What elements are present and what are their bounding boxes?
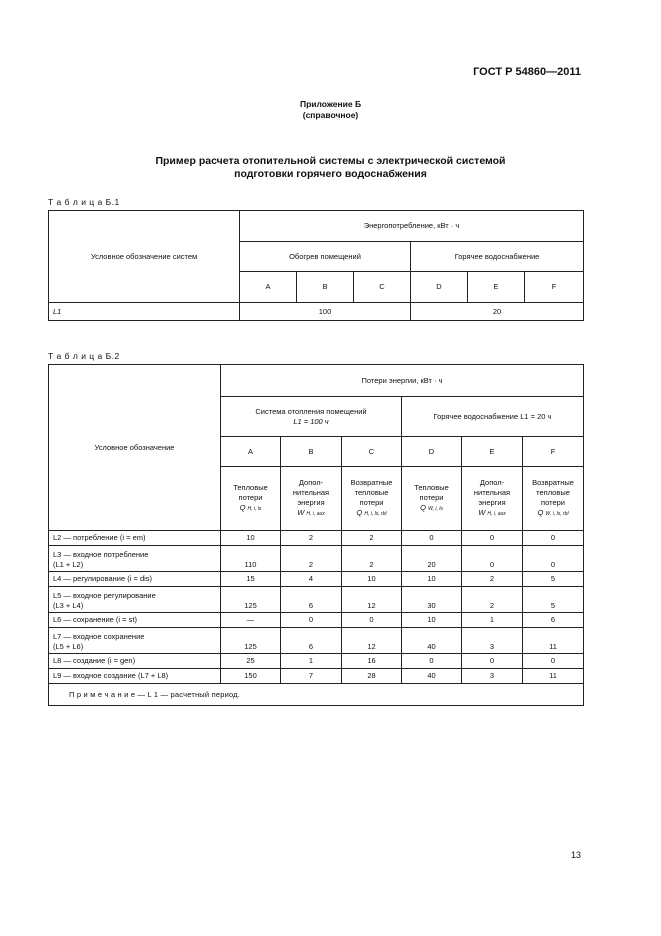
table-row bbox=[49, 669, 584, 684]
row-label-line1: L9 — входное создание (L7 + L8) bbox=[53, 671, 169, 680]
table2-value-cell: 2 bbox=[462, 587, 523, 613]
table2-desc-line: нительная bbox=[292, 488, 330, 497]
symbol-letter: Q bbox=[537, 508, 544, 517]
symbol-subscript: H, i, aux bbox=[306, 511, 325, 517]
table2-desc-line: тепловые bbox=[536, 488, 570, 497]
table2-desc-symbol bbox=[283, 508, 339, 519]
table2-value-cell: 1 bbox=[281, 654, 342, 669]
table2-value-cell: 20 bbox=[402, 546, 462, 572]
table2-row-label bbox=[49, 572, 221, 587]
table2-desc-cell bbox=[402, 467, 462, 531]
table1-col-d: D bbox=[411, 272, 468, 303]
symbol-subscript: W, i, ls, rbl bbox=[545, 511, 569, 517]
table1-row-header: Условное обозначение систем bbox=[49, 211, 240, 303]
section-title bbox=[0, 155, 661, 181]
table2-value-cell: 7 bbox=[281, 669, 342, 684]
table1-group-heating: Обогрев помещений bbox=[240, 242, 411, 272]
table2-value-cell: 0 bbox=[402, 654, 462, 669]
table2-value-cell: 11 bbox=[523, 628, 584, 654]
table2-desc-line: Допол- bbox=[298, 478, 324, 487]
table2-desc-line: Возвратные bbox=[532, 478, 574, 487]
table2-desc-line: Возвратные bbox=[350, 478, 393, 487]
table2-value-cell: 12 bbox=[342, 587, 402, 613]
table2-value-cell: 15 bbox=[221, 572, 281, 587]
table1 bbox=[48, 210, 584, 321]
table2-row-label bbox=[49, 654, 221, 669]
table2-value-cell: 6 bbox=[281, 628, 342, 654]
table2-value-cell: 40 bbox=[402, 669, 462, 684]
table2-value-cell: 6 bbox=[281, 587, 342, 613]
table1-col-a: A bbox=[240, 272, 297, 303]
table2-desc-cell bbox=[221, 467, 281, 531]
table2-desc-symbol bbox=[344, 508, 399, 519]
table2-value-cell: 12 bbox=[342, 628, 402, 654]
table2-value-cell: 2 bbox=[281, 546, 342, 572]
table2-value-cell: 10 bbox=[221, 531, 281, 546]
page-number: 13 bbox=[570, 850, 581, 860]
table2-row-label bbox=[49, 531, 221, 546]
table2-value-cell: 0 bbox=[402, 531, 462, 546]
symbol-subscript: H, i, ls bbox=[247, 506, 262, 512]
table2-value-cell: 30 bbox=[402, 587, 462, 613]
row-label-line1: L6 — сохранение (i = st) bbox=[53, 615, 137, 624]
table2-row-header: Условное обозначение bbox=[49, 365, 221, 531]
table1-col-e: E bbox=[468, 272, 525, 303]
table2-value-cell: 5 bbox=[523, 587, 584, 613]
symbol-letter: W bbox=[297, 508, 305, 517]
table-row bbox=[49, 572, 584, 587]
table2-value-cell: 0 bbox=[523, 654, 584, 669]
table2-value-cell: 0 bbox=[462, 654, 523, 669]
table2-note: П р и м е ч а н и е — L 1 — расчетный период. bbox=[49, 684, 584, 706]
table2-value-cell: 10 bbox=[342, 572, 402, 587]
table2-value-cell: 10 bbox=[402, 613, 462, 628]
table2-desc-symbol bbox=[525, 508, 581, 519]
table2-value-cell: 125 bbox=[221, 587, 281, 613]
table2-value-cell: 10 bbox=[402, 572, 462, 587]
row-label-line1: L2 — потребление (i = em) bbox=[53, 533, 146, 542]
table2-caption: Т а б л и ц а Б.2 bbox=[48, 351, 120, 361]
table2-value-cell: 0 bbox=[462, 531, 523, 546]
table-row bbox=[49, 613, 584, 628]
table2-desc-symbol bbox=[404, 503, 459, 514]
symbol-subscript: H, i, aux bbox=[487, 511, 506, 517]
table1-energy-header: Энергопотребление, кВт · ч bbox=[240, 211, 584, 242]
table2-value-cell: 2 bbox=[342, 531, 402, 546]
table2-value-cell: 2 bbox=[462, 572, 523, 587]
row-label-line1: L4 — регулирование (i = dis) bbox=[53, 574, 153, 583]
table2-col-c: C bbox=[342, 437, 402, 467]
table2-desc-line: тепловые bbox=[354, 488, 389, 497]
table2-value-cell: 6 bbox=[523, 613, 584, 628]
table2-col-d: D bbox=[402, 437, 462, 467]
table2-desc-line: нительная bbox=[473, 488, 511, 497]
appendix-kind: (справочное) bbox=[302, 110, 359, 120]
symbol-letter: Q bbox=[356, 508, 363, 517]
table2-desc-line: Тепловые bbox=[414, 483, 449, 492]
table2-value-cell: 125 bbox=[221, 628, 281, 654]
table2-desc-line: энергия bbox=[297, 498, 325, 507]
table2-value-cell: 0 bbox=[342, 613, 402, 628]
table2-group-heating-line2: L1 = 100 ч bbox=[293, 416, 329, 426]
table2-row-label bbox=[49, 587, 221, 613]
table2-col-a: A bbox=[221, 437, 281, 467]
table1-col-c: C bbox=[354, 272, 411, 303]
table2-desc-cell bbox=[462, 467, 523, 531]
row-label-line2: (L1 + L2) bbox=[53, 560, 84, 569]
row-label-line1: L7 — входное сохранение bbox=[53, 632, 145, 641]
row-label-line1: L5 — входное регулирование bbox=[53, 591, 156, 600]
table2-value-cell: 11 bbox=[523, 669, 584, 684]
table2-desc-symbol bbox=[464, 508, 520, 519]
table2-desc-line: Тепловые bbox=[233, 483, 268, 492]
table1-water-value: 20 bbox=[411, 303, 584, 321]
table2-desc-line: потери bbox=[541, 498, 565, 507]
table2-group-water: Горячее водоснабжение L1 = 20 ч bbox=[402, 397, 584, 437]
section-title-line1: Пример расчета отопительной системы с электрической системой bbox=[155, 155, 506, 167]
table1-col-f: F bbox=[525, 272, 584, 303]
table2-value-cell: 2 bbox=[281, 531, 342, 546]
table2-value-cell: 110 bbox=[221, 546, 281, 572]
table2-value-cell: 0 bbox=[523, 531, 584, 546]
table2-col-f: F bbox=[523, 437, 584, 467]
symbol-subscript: W, i, ls bbox=[428, 506, 443, 512]
section-title-line2: подготовки горячего водоснабжения bbox=[234, 168, 427, 180]
table2-value-cell: 0 bbox=[523, 546, 584, 572]
table-row bbox=[49, 628, 584, 654]
symbol-letter: Q bbox=[420, 503, 426, 512]
table2-value-cell: 16 bbox=[342, 654, 402, 669]
symbol-letter: Q bbox=[239, 503, 246, 512]
table2-desc-line: Допол- bbox=[479, 478, 505, 487]
symbol-subscript: H, i, ls, rbl bbox=[364, 511, 387, 517]
table2-desc-cell bbox=[342, 467, 402, 531]
table2-value-cell: 25 bbox=[221, 654, 281, 669]
row-label-line1: L8 — создание (i = gen) bbox=[53, 656, 136, 665]
table2-row-label bbox=[49, 669, 221, 684]
table2-col-b: B bbox=[281, 437, 342, 467]
table2-value-cell: 0 bbox=[281, 613, 342, 628]
symbol-letter: W bbox=[478, 508, 486, 517]
table2 bbox=[48, 364, 584, 706]
table-row bbox=[49, 654, 584, 669]
table1-heating-value: 100 bbox=[240, 303, 411, 321]
table2-row-label bbox=[49, 628, 221, 654]
table-row bbox=[49, 587, 584, 613]
table2-col-e: E bbox=[462, 437, 523, 467]
table1-row-label: L1 bbox=[49, 303, 240, 321]
table1-caption: Т а б л и ц а Б.1 bbox=[48, 197, 120, 207]
table2-value-cell: 40 bbox=[402, 628, 462, 654]
table2-value-cell: 4 bbox=[281, 572, 342, 587]
row-label-line1: L3 — входное потребление bbox=[53, 550, 149, 559]
table2-value-cell: 28 bbox=[342, 669, 402, 684]
table2-value-cell: 0 bbox=[462, 546, 523, 572]
document-code: ГОСТ Р 54860—2011 bbox=[473, 66, 581, 78]
table2-desc-line: энергия bbox=[478, 498, 506, 507]
row-label-line2: (L3 + L4) bbox=[53, 601, 84, 610]
table2-row-label bbox=[49, 613, 221, 628]
table2-value-cell: 3 bbox=[462, 628, 523, 654]
table-row bbox=[49, 303, 584, 321]
table2-desc-line: потери bbox=[238, 493, 263, 502]
table-row bbox=[49, 531, 584, 546]
table2-desc-cell bbox=[281, 467, 342, 531]
table2-desc-cell bbox=[523, 467, 584, 531]
table2-desc-symbol bbox=[223, 503, 278, 514]
table2-value-cell: 150 bbox=[221, 669, 281, 684]
appendix-heading bbox=[0, 99, 661, 121]
table1-group-water: Горячее водоснабжение bbox=[411, 242, 584, 272]
table2-group-heating bbox=[221, 397, 402, 437]
table-row bbox=[49, 546, 584, 572]
table2-group-heating-line1: Система отопления помещений bbox=[255, 406, 367, 416]
table2-desc-line: потери bbox=[419, 493, 444, 502]
table2-value-cell: — bbox=[221, 613, 281, 628]
appendix-label: Приложение Б bbox=[299, 99, 362, 109]
table2-value-cell: 3 bbox=[462, 669, 523, 684]
table2-row-label bbox=[49, 546, 221, 572]
table2-value-cell: 1 bbox=[462, 613, 523, 628]
table2-desc-line: потери bbox=[359, 498, 384, 507]
table2-value-cell: 2 bbox=[342, 546, 402, 572]
table2-loss-header: Потери энергии, кВт · ч bbox=[221, 365, 584, 397]
table1-col-b: B bbox=[297, 272, 354, 303]
row-label-line2: (L5 + L6) bbox=[53, 642, 84, 651]
table2-value-cell: 5 bbox=[523, 572, 584, 587]
